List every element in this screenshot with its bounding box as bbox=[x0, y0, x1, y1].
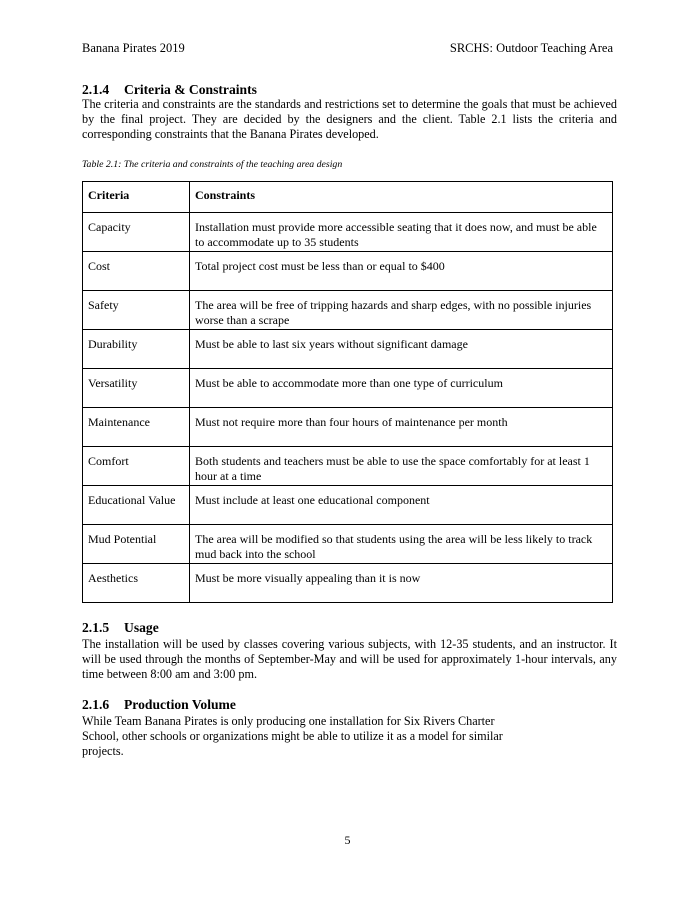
criteria-cell: Capacity bbox=[83, 213, 190, 252]
criteria-cell: Comfort bbox=[83, 447, 190, 486]
constraint-cell: Must not require more than four hours of maintenance per month bbox=[190, 408, 613, 447]
column-header-constraints: Constraints bbox=[190, 182, 613, 213]
table-row bbox=[83, 330, 613, 369]
constraint-cell: The area will be modified so that students using the area will be less likely to track mud back into the school bbox=[190, 525, 613, 564]
section-heading-2-1-4 bbox=[82, 82, 257, 97]
constraint-cell: Both students and teachers must be able to use the space comfortably for at least 1 hour at a time bbox=[190, 447, 613, 486]
constraint-cell: Must include at least one educational component bbox=[190, 486, 613, 525]
table-row bbox=[83, 408, 613, 447]
column-header-criteria: Criteria bbox=[83, 182, 190, 213]
criteria-cell: Safety bbox=[83, 291, 190, 330]
criteria-cell: Versatility bbox=[83, 369, 190, 408]
section-title: Usage bbox=[124, 620, 159, 635]
criteria-cell: Educational Value bbox=[83, 486, 190, 525]
section-heading-2-1-5 bbox=[82, 620, 159, 635]
section-heading-2-1-6 bbox=[82, 697, 236, 712]
table-header-row bbox=[83, 182, 613, 213]
running-header-right: SRCHS: Outdoor Teaching Area bbox=[449, 41, 613, 55]
table-row bbox=[83, 213, 613, 252]
section-number: 2.1.4 bbox=[82, 82, 110, 97]
criteria-cell: Mud Potential bbox=[83, 525, 190, 564]
table-row bbox=[83, 252, 613, 291]
table-row bbox=[83, 291, 613, 330]
criteria-constraints-table bbox=[82, 181, 613, 603]
paragraph-usage: The installation will be used by classes covering various subjects, with 12-35 students, and an instructor. It will be used through the months of September-May and will be used for approximately 1-hour intervals, any time between 8:00 am and 3:00 pm. bbox=[82, 637, 617, 681]
running-header-left: Banana Pirates 2019 bbox=[82, 41, 185, 55]
constraint-cell: Total project cost must be less than or equal to $400 bbox=[190, 252, 613, 291]
table-row bbox=[83, 369, 613, 408]
section-title: Production Volume bbox=[124, 697, 236, 712]
constraint-cell: Must be able to accommodate more than one type of curriculum bbox=[190, 369, 613, 408]
table-row bbox=[83, 564, 613, 603]
table-row bbox=[83, 447, 613, 486]
section-title: Criteria & Constraints bbox=[124, 82, 257, 97]
constraint-cell: Installation must provide more accessible seating that it does now, and must be able to accommodate up to 35 students bbox=[190, 213, 613, 252]
paragraph-production-volume: While Team Banana Pirates is only producing one installation for Six Rivers Charter School, other schools or organizations might be able to utilize it as a model for similar projects. bbox=[82, 714, 503, 758]
table-row bbox=[83, 525, 613, 564]
constraint-cell: Must be able to last six years without significant damage bbox=[190, 330, 613, 369]
criteria-cell: Maintenance bbox=[83, 408, 190, 447]
paragraph-criteria-constraints: The criteria and constraints are the standards and restrictions set to determine the goals that must be achieved by the final project. They are decided by the designers and the client. Table 2.1 lists the criteria and corresponding constraints that the Banana Pirates developed. bbox=[82, 97, 617, 141]
table-caption: Table 2.1: The criteria and constraints of the teaching area design bbox=[82, 159, 343, 170]
page-number: 5 bbox=[344, 833, 351, 847]
section-number: 2.1.5 bbox=[82, 620, 110, 635]
section-number: 2.1.6 bbox=[82, 697, 110, 712]
constraint-cell: The area will be free of tripping hazards and sharp edges, with no possible injuries worse than a scrape bbox=[190, 291, 613, 330]
table-row bbox=[83, 486, 613, 525]
constraint-cell: Must be more visually appealing than it is now bbox=[190, 564, 613, 603]
criteria-cell: Cost bbox=[83, 252, 190, 291]
criteria-cell: Durability bbox=[83, 330, 190, 369]
criteria-cell: Aesthetics bbox=[83, 564, 190, 603]
